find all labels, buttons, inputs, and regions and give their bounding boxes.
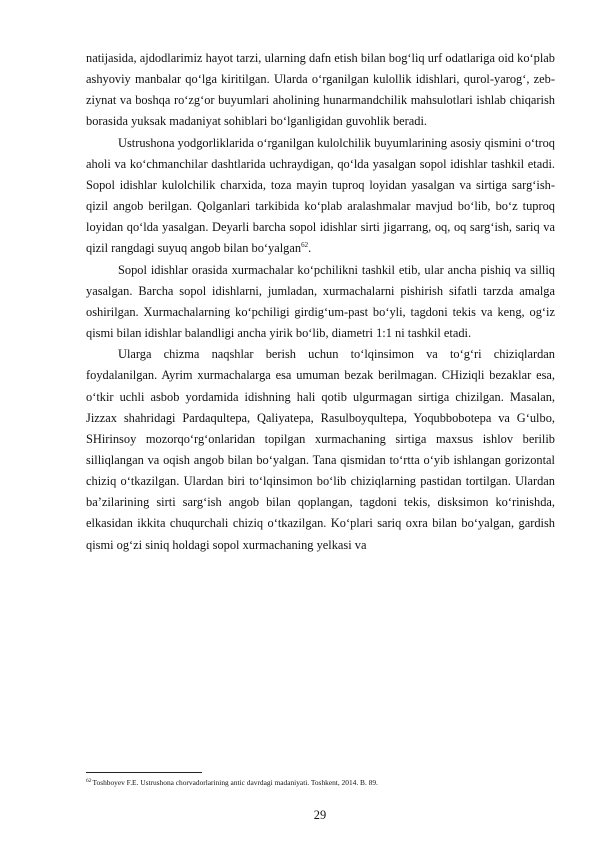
paragraph-2	[86, 133, 555, 260]
footnote-separator	[86, 772, 202, 773]
page-number: 29	[313, 808, 327, 822]
footnote	[86, 778, 555, 788]
paragraph-1-text: natijasida, ajdodlarimiz hayot tarzi, ularning dafn etish bilan bog‘liq urf odatlariga oid ko‘plab ashyoviy manbalar qo‘lga kiritilgan. Ularda o‘rganilgan kulollik idishlari, qurol-yarog‘, zeb-ziynat va boshqa ro‘zg‘or buyumlari aholining hunarmandchilik mahsulotlari ishlab chiqarish borasida yuksak madaniyat sohiblari bo‘lganligidan guvohlik beradi.	[86, 51, 555, 129]
paragraph-2-text: Ustrushona yodgorliklarida o‘rganilgan kulolchilik buyumlarining asosiy qismini o‘troq aholi va ko‘chmanchilar dashtlarida uchraydigan, qo‘lda yasalgan sopol idishlar tashkil etadi. Sopol idishlar kulolchilik charxida, toza mayin tuproq loyidan yasalgan va sirtiga sarg‘ish-qizil angob berilgan. Qolganlari tarkibida ko‘plab aralashmalar mavjud bo‘lib, bo‘z tuproq loyidan qo‘lda yasalgan. Deyarli barcha sopol idishlar sirti jigarrang, oq, oq sarg‘ish, sariq va qizil rangdagi suyuq angob bilan bo‘yalgan	[86, 135, 555, 256]
footnote-text: Toshboyev F.E. Ustrushona chorvadorlarining antic davrdagi madaniyati. Toshkent, 2014. B. 89.	[92, 778, 378, 787]
paragraph-2-tail: .	[308, 241, 312, 256]
paragraph-3	[86, 260, 555, 345]
footnote-number: 62	[86, 777, 92, 784]
paragraph-4	[86, 344, 555, 556]
footnote-reference[interactable]: 62	[301, 241, 309, 250]
paragraph-1	[86, 48, 555, 133]
body-text	[86, 48, 555, 556]
paragraph-4-text: Ularga chizma naqshlar berish uchun to‘lqinsimon va to‘g‘ri chiziqlardan foydalanilgan. Ayrim xurmachalarga esa umuman bezak berilmagan. CHiziqli bezaklar esa, o‘tkir uchli asbob yordamida idishning hali qotib ulgurmagan sirtiga chizilgan. Masalan, Jizzax shahridagi Pardaqultepa, Qaliyatepa, Rasulboyqultepa, Yoqubbobotepa va G‘ulbo, SHirinsoy mozorqo‘rg‘onlaridan topilgan xurmachaning sirtiga maxsus ishlov berilib silliqlangan va oqish angob bilan bo‘yalgan. Tana qismidan to‘rtta o‘yib ishlangan gorizontal chiziq o‘tkazilgan. Ulardan biri to‘lqinsimon bo‘lib chiziqlarning pastidan tortilgan. Ulardan ba’zilarining sirti sarg‘ish angob bilan qoplangan, tagdoni tekis, disksimon ko‘rinishda, elkasidan ikkita chuqurchali chiziq o‘tkazilgan. Ko‘plari sariq oxra bilan bo‘yalgan, gardish qismi og‘zi siniq holdagi sopol xurmachaning yelkasi va	[86, 347, 555, 552]
paragraph-3-text: Sopol idishlar orasida xurmachalar ko‘pchilikni tashkil etib, ular ancha pishiq va silliq yasalgan. Barcha sopol idishlarni, jumladan, xurmachalarni pishirish sifatli tarzda amalga oshirilgan. Xurmachalarning ko‘pchiligi girdig‘um-past bo‘yli, tagdoni tekis va keng, og‘iz qismi bilan idishlar balandligi ancha yirik bo‘lib, diametri 1:1 ni tashkil etadi.	[86, 262, 555, 341]
